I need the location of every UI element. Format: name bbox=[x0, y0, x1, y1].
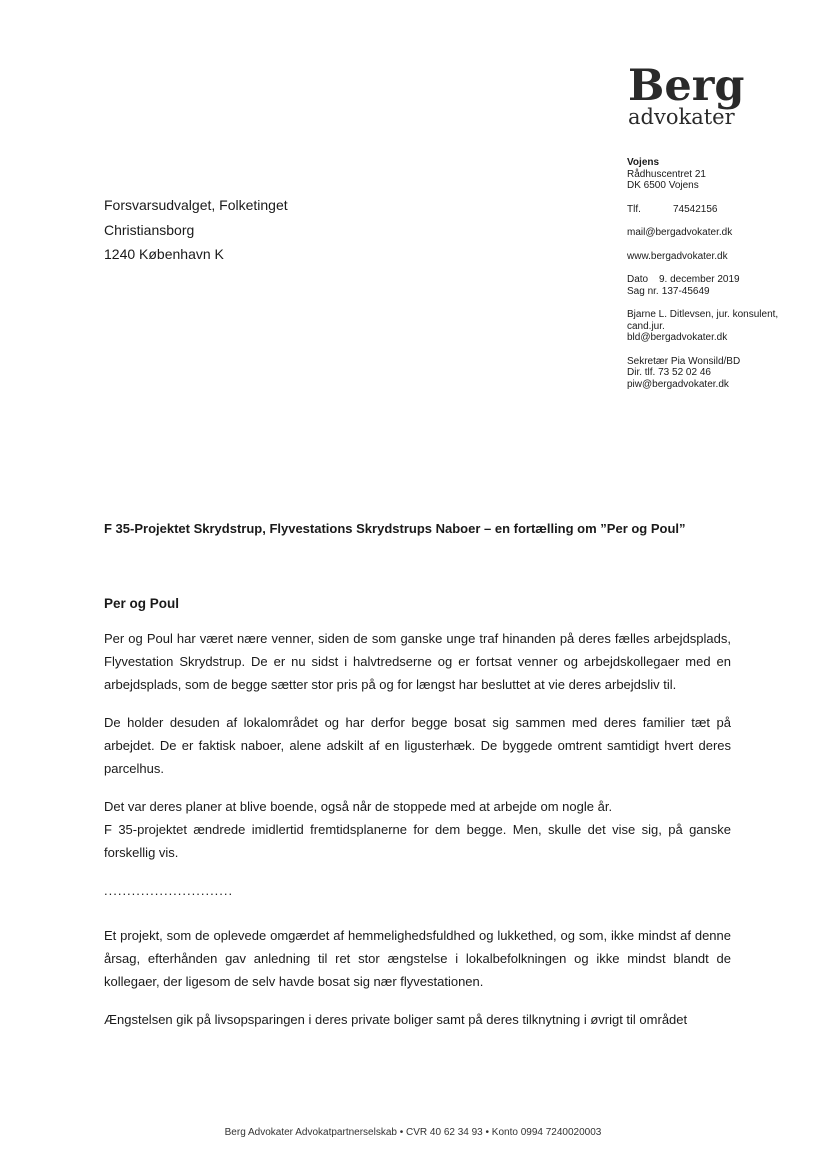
office-website: www.bergadvokater.dk bbox=[627, 250, 728, 262]
paragraph: Et projekt, som de oplevede omgærdet af hemmelighedsfuldhed og lukkethed, og som, ikke mindst af denne årsag, efterhånden gav anledning til ret stor ængstelse i lokalbefolkningen og ikke mindst blandt de kollegaer, der ligesom de selv havde bosat sig nær flyvestationen. bbox=[104, 928, 731, 989]
case-label: Sag nr. bbox=[627, 285, 659, 297]
office-address bbox=[627, 157, 823, 192]
paragraph: Per og Poul har været nære venner, siden de som ganske unge traf hinanden på deres fælles arbejdsplads, Flyvestation Skrydstrup. De er nu sidst i halvtredserne og er fortsat venner og arbejdskollegaer med en arbejdsplads, som de begge sætter stor pris på og for længst har besluttet at vie deres arbejdsliv til. bbox=[104, 631, 731, 692]
secretary-email: piw@bergadvokater.dk bbox=[627, 378, 729, 390]
page-footer: Berg Advokater Advokatpartnerselskab • CVR 40 62 34 93 • Konto 0994 7240020003 bbox=[224, 1127, 602, 1138]
phone-row bbox=[627, 204, 823, 216]
office-city: Vojens bbox=[627, 157, 660, 168]
letter-date: 9. december 2019 bbox=[659, 274, 740, 285]
recipient-line: 1240 København K bbox=[104, 246, 224, 262]
office-email: mail@bergadvokater.dk bbox=[627, 227, 733, 238]
secretary-info bbox=[627, 356, 823, 391]
contact-person bbox=[627, 309, 823, 344]
company-logo bbox=[628, 61, 788, 129]
secretary-name: Sekretær Pia Wonsild/BD bbox=[627, 355, 741, 367]
date-case-block bbox=[627, 274, 823, 297]
letter-body bbox=[104, 627, 731, 1046]
recipient-line: Forsvarsudvalget, Folketinget bbox=[104, 197, 288, 213]
office-street: Rådhuscentret 21 bbox=[627, 168, 706, 180]
paragraph: F 35-projektet ændrede imidlertid fremtidsplanerne for dem begge. Men, skulle det vise sig, på ganske forskellig vis. bbox=[104, 822, 731, 860]
logo-wordmark: Berg bbox=[628, 61, 745, 111]
sender-info bbox=[627, 157, 823, 402]
contact-email: bld@bergadvokater.dk bbox=[627, 332, 728, 343]
logo-subtitle: advokater bbox=[628, 105, 735, 129]
recipient-address bbox=[104, 193, 288, 267]
contact-title: cand.jur. bbox=[627, 320, 665, 332]
paragraph: Ængstelsen gik på livsopsparingen i deres private boliger samt på deres tilknytning i øvrigt til området bbox=[104, 1012, 688, 1027]
paragraph: Det var deres planer at blive boende, også når de stoppede med at arbejde om nogle år. bbox=[104, 799, 613, 814]
phone-number: 74542156 bbox=[673, 203, 718, 215]
recipient-line: Christiansborg bbox=[104, 221, 195, 238]
case-number: 137-45649 bbox=[661, 285, 710, 297]
office-postal: DK 6500 Vojens bbox=[627, 180, 699, 191]
section-divider: ............................ bbox=[104, 883, 234, 898]
paragraph: De holder desuden af lokalområdet og har derfor begge bosat sig sammen med deres familier tæt på arbejdet. De er faktisk naboer, alene adskilt af en ligusterhæk. De byggede omtrent samtidigt hvert deres parcelhus. bbox=[104, 715, 731, 776]
letter-subject: F 35-Projektet Skrydstrup, Flyvestations Skrydstrups Naboer – en fortælling om ”Per og Poul” bbox=[104, 521, 686, 536]
date-label: Dato bbox=[627, 274, 649, 285]
contact-name: Bjarne L. Ditlevsen, jur. konsulent, bbox=[627, 309, 779, 320]
secretary-phone: Dir. tlf. 73 52 02 46 bbox=[627, 367, 711, 378]
phone-label: Tlf. bbox=[627, 203, 641, 215]
section-heading: Per og Poul bbox=[104, 596, 180, 611]
